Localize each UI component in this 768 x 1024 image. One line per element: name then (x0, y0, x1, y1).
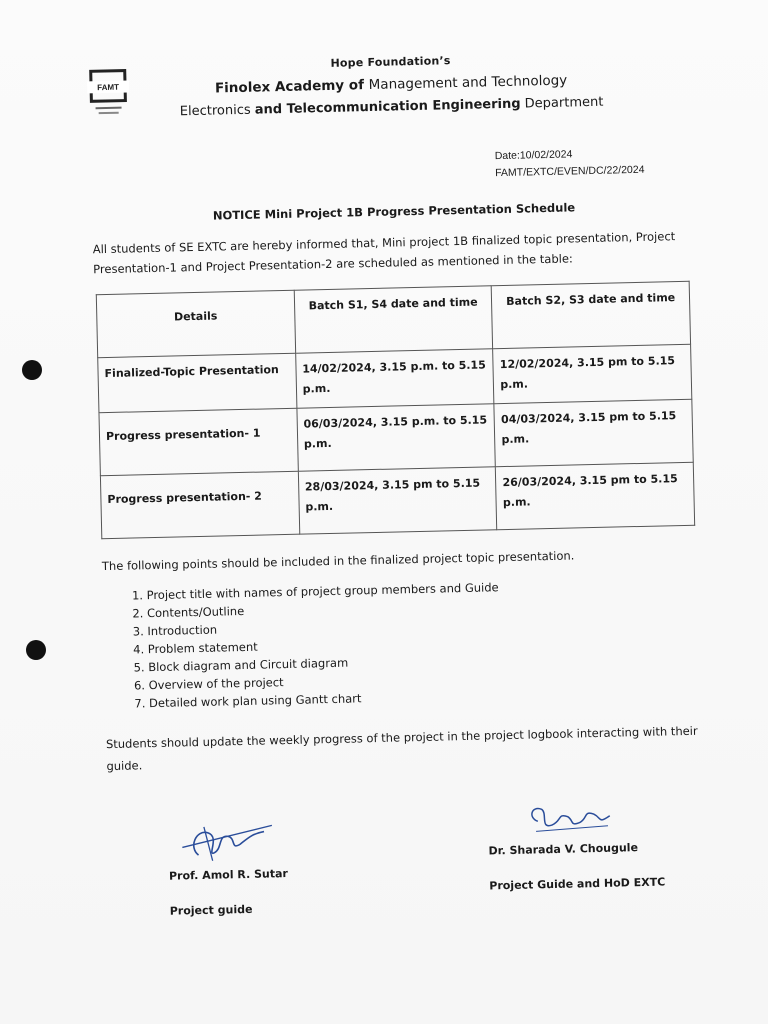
list-item: 6. Overview of the project (148, 668, 500, 694)
signatory-role: Project Guide and HoD EXTC (489, 875, 666, 893)
table-header-cell: Batch S2, S3 date and time (492, 281, 691, 348)
list-item: 7. Detailed work plan using Gantt chart (149, 686, 501, 712)
notice-page (60, 25, 742, 1000)
points-intro: The following points should be included in the finalized project topic presentation. (101, 548, 575, 574)
table-cell: 12/02/2024, 3.15 pm to 5.15 p.m. (493, 344, 692, 403)
table-header-cell: Batch S1, S4 date and time (294, 286, 493, 353)
notice-title: NOTICE Mini Project 1B Progress Presentation Schedule (212, 200, 576, 223)
list-item: 5. Block diagram and Circuit diagram (148, 650, 500, 676)
foundation-name: Hope Foundation’s (330, 54, 451, 70)
schedule-table (96, 281, 695, 539)
handwritten-signature (517, 797, 628, 839)
list-item: 2. Contents/Outline (147, 596, 499, 622)
table-cell: 28/03/2024, 3.15 pm to 5.15 p.m. (298, 467, 497, 534)
notice-date: Date:10/02/2024 (494, 148, 573, 163)
table-row (100, 462, 694, 538)
department-name: Electronics and Telecommunication Engineering Department (179, 94, 604, 120)
svg-text:FAMT: FAMT (97, 82, 120, 93)
signature-block-left (168, 813, 390, 918)
closing-text: Students should update the weekly progress of the project in the project logbook interacting with their guide. (105, 723, 698, 774)
notice-reference: FAMT/EXTC/EVEN/DC/22/2024 (494, 163, 645, 180)
table-cell: Progress presentation- 2 (100, 471, 299, 538)
handwritten-signature (168, 815, 279, 865)
signatory-role: Project guide (169, 902, 253, 918)
date-block (495, 145, 645, 182)
table-cell: 14/02/2024, 3.15 p.m. to 5.15 p.m. (295, 349, 494, 408)
academy-name: Finolex Academy of Management and Technology (214, 72, 568, 97)
list-item: 3. Introduction (147, 614, 499, 640)
signatory-name: Prof. Amol R. Sutar (168, 867, 289, 883)
table-cell: 06/03/2024, 3.15 p.m. to 5.15 p.m. (297, 404, 496, 471)
table-cell: Progress presentation- 1 (99, 408, 298, 475)
notice-intro: All students of SE EXTC are hereby informed that, Mini project 1B finalized topic presentation, Project Presentation-1 and Project Presentation-2 are scheduled as mentioned in the table: (92, 229, 676, 277)
signature-block-right (487, 795, 729, 892)
signatory-name: Dr. Sharada V. Chougule (488, 841, 639, 858)
table-cell: 04/03/2024, 3.15 pm to 5.15 p.m. (494, 399, 693, 466)
list-item: 1. Project title with names of project group members and Guide (146, 578, 498, 604)
points-list (122, 578, 501, 713)
punch-hole (22, 360, 42, 380)
table-cell: 26/03/2024, 3.15 pm to 5.15 p.m. (496, 462, 695, 529)
punch-hole (26, 640, 46, 660)
table-header-cell: Details (96, 290, 295, 357)
table-cell: Finalized-Topic Presentation (98, 353, 297, 412)
list-item: 4. Problem statement (148, 632, 500, 658)
